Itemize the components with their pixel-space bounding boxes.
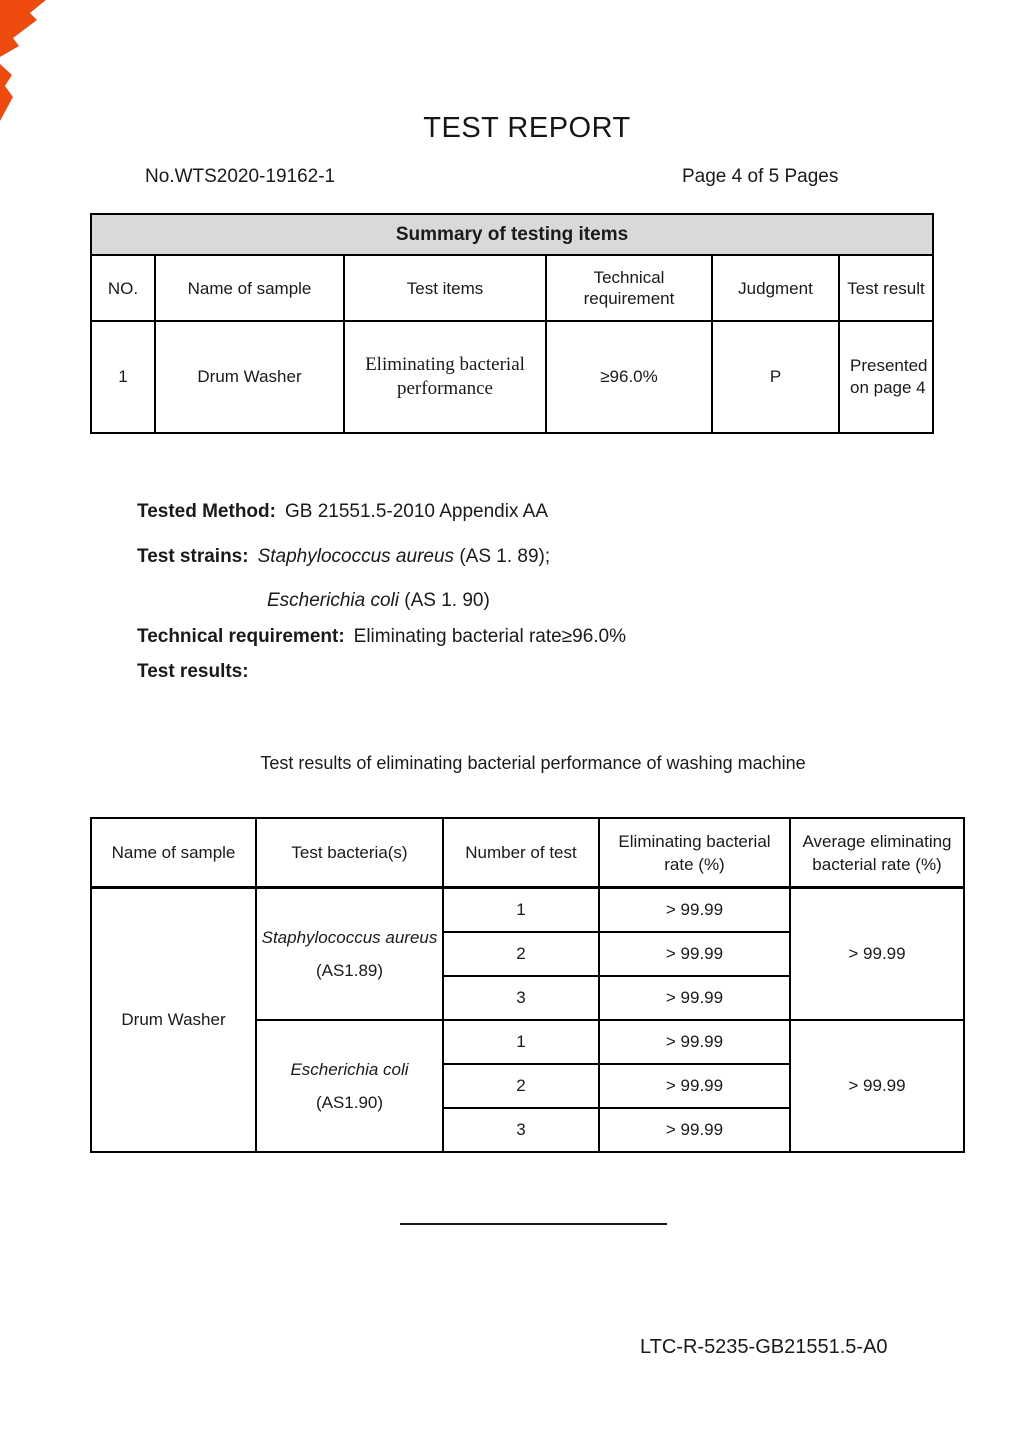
col-header-avg-rate: Average eliminating bacterial rate (%) — [790, 818, 964, 888]
summary-table-header-row — [91, 255, 933, 321]
cell-test-number: 3 — [443, 976, 599, 1020]
bacteria-2-name: Escherichia coli — [290, 1059, 409, 1079]
col-header-sample: Name of sample — [91, 818, 256, 888]
cell-technical-requirement: ≥96.0% — [546, 321, 712, 433]
results-table — [90, 817, 965, 1153]
summary-table-band — [91, 214, 933, 255]
cell-test-number: 2 — [443, 932, 599, 976]
cell-rate: > 99.99 — [599, 1108, 790, 1152]
technical-requirement-label: Technical requirement: — [137, 626, 345, 647]
cell-rate: > 99.99 — [599, 1064, 790, 1108]
col-header-bacteria: Test bacteria(s) — [256, 818, 443, 888]
technical-requirement-value: Eliminating bacterial rate≥96.0% — [353, 626, 627, 647]
page-indicator: Page 4 of 5 Pages — [682, 166, 839, 187]
tested-method-line — [137, 501, 548, 523]
bacteria-1-name: Staphylococcus aureus — [261, 927, 438, 947]
col-header-no: NO. — [91, 255, 155, 321]
footer-document-code: LTC-R-5235-GB21551.5-A0 — [640, 1336, 888, 1358]
bacteria-2-code: (AS1.90) — [315, 1092, 384, 1112]
page-title: TEST REPORT — [423, 112, 631, 144]
test-results-line — [137, 661, 258, 683]
technical-requirement-line — [137, 626, 626, 648]
strain-2-code: (AS 1. 90) — [404, 590, 490, 611]
cell-average-2: > 99.99 — [790, 1020, 964, 1152]
tested-method-value: GB 21551.5-2010 Appendix AA — [284, 501, 549, 522]
cell-bacteria-2 — [256, 1020, 443, 1152]
tested-method-label: Tested Method: — [137, 501, 276, 522]
cell-average-1: > 99.99 — [790, 888, 964, 1021]
cell-rate: > 99.99 — [599, 932, 790, 976]
strain-1-code: (AS 1. 89); — [459, 546, 551, 567]
corner-mark-icon — [0, 0, 60, 130]
col-header-number-of-test: Number of test — [443, 818, 599, 888]
col-header-technical-requirement: Technical requirement — [546, 255, 712, 321]
col-header-name-of-sample: Name of sample — [155, 255, 344, 321]
cell-sample-name: Drum Washer — [91, 888, 256, 1153]
strain-2-line — [267, 590, 490, 612]
cell-bacteria-1 — [256, 888, 443, 1021]
summary-table — [90, 213, 934, 434]
cell-rate: > 99.99 — [599, 976, 790, 1020]
test-results-label: Test results: — [137, 661, 249, 682]
col-header-elim-rate: Eliminating bacterial rate (%) — [599, 818, 790, 888]
cell-no: 1 — [91, 321, 155, 433]
test-strains-label: Test strains: — [137, 546, 249, 567]
cell-test-result: Presented on page 4 — [839, 321, 933, 433]
report-number: No.WTS2020-19162-1 — [145, 166, 336, 187]
test-strains-line — [137, 546, 550, 568]
summary-table-row — [91, 321, 933, 433]
table-row — [91, 888, 964, 933]
cell-test-number: 1 — [443, 1020, 599, 1064]
signature-rule — [400, 1223, 667, 1225]
col-header-test-items: Test items — [344, 255, 546, 321]
col-header-judgment: Judgment — [712, 255, 839, 321]
cell-rate: > 99.99 — [599, 888, 790, 933]
cell-judgment: P — [712, 321, 839, 433]
cell-test-number: 2 — [443, 1064, 599, 1108]
col-header-test-result: Test result — [839, 255, 933, 321]
strain-2-name: Escherichia coli — [267, 590, 399, 611]
strain-1-name: Staphylococcus aureus — [257, 546, 455, 567]
cell-name-of-sample: Drum Washer — [155, 321, 344, 433]
results-table-header-row — [91, 818, 964, 888]
cell-test-items: Eliminating bacterial performance — [344, 321, 546, 433]
cell-test-number: 1 — [443, 888, 599, 933]
bacteria-1-code: (AS1.89) — [315, 960, 384, 980]
cell-test-number: 3 — [443, 1108, 599, 1152]
cell-rate: > 99.99 — [599, 1020, 790, 1064]
results-table-caption: Test results of eliminating bacterial performance of washing machine — [260, 753, 806, 773]
summary-table-title: Summary of testing items — [91, 214, 933, 255]
